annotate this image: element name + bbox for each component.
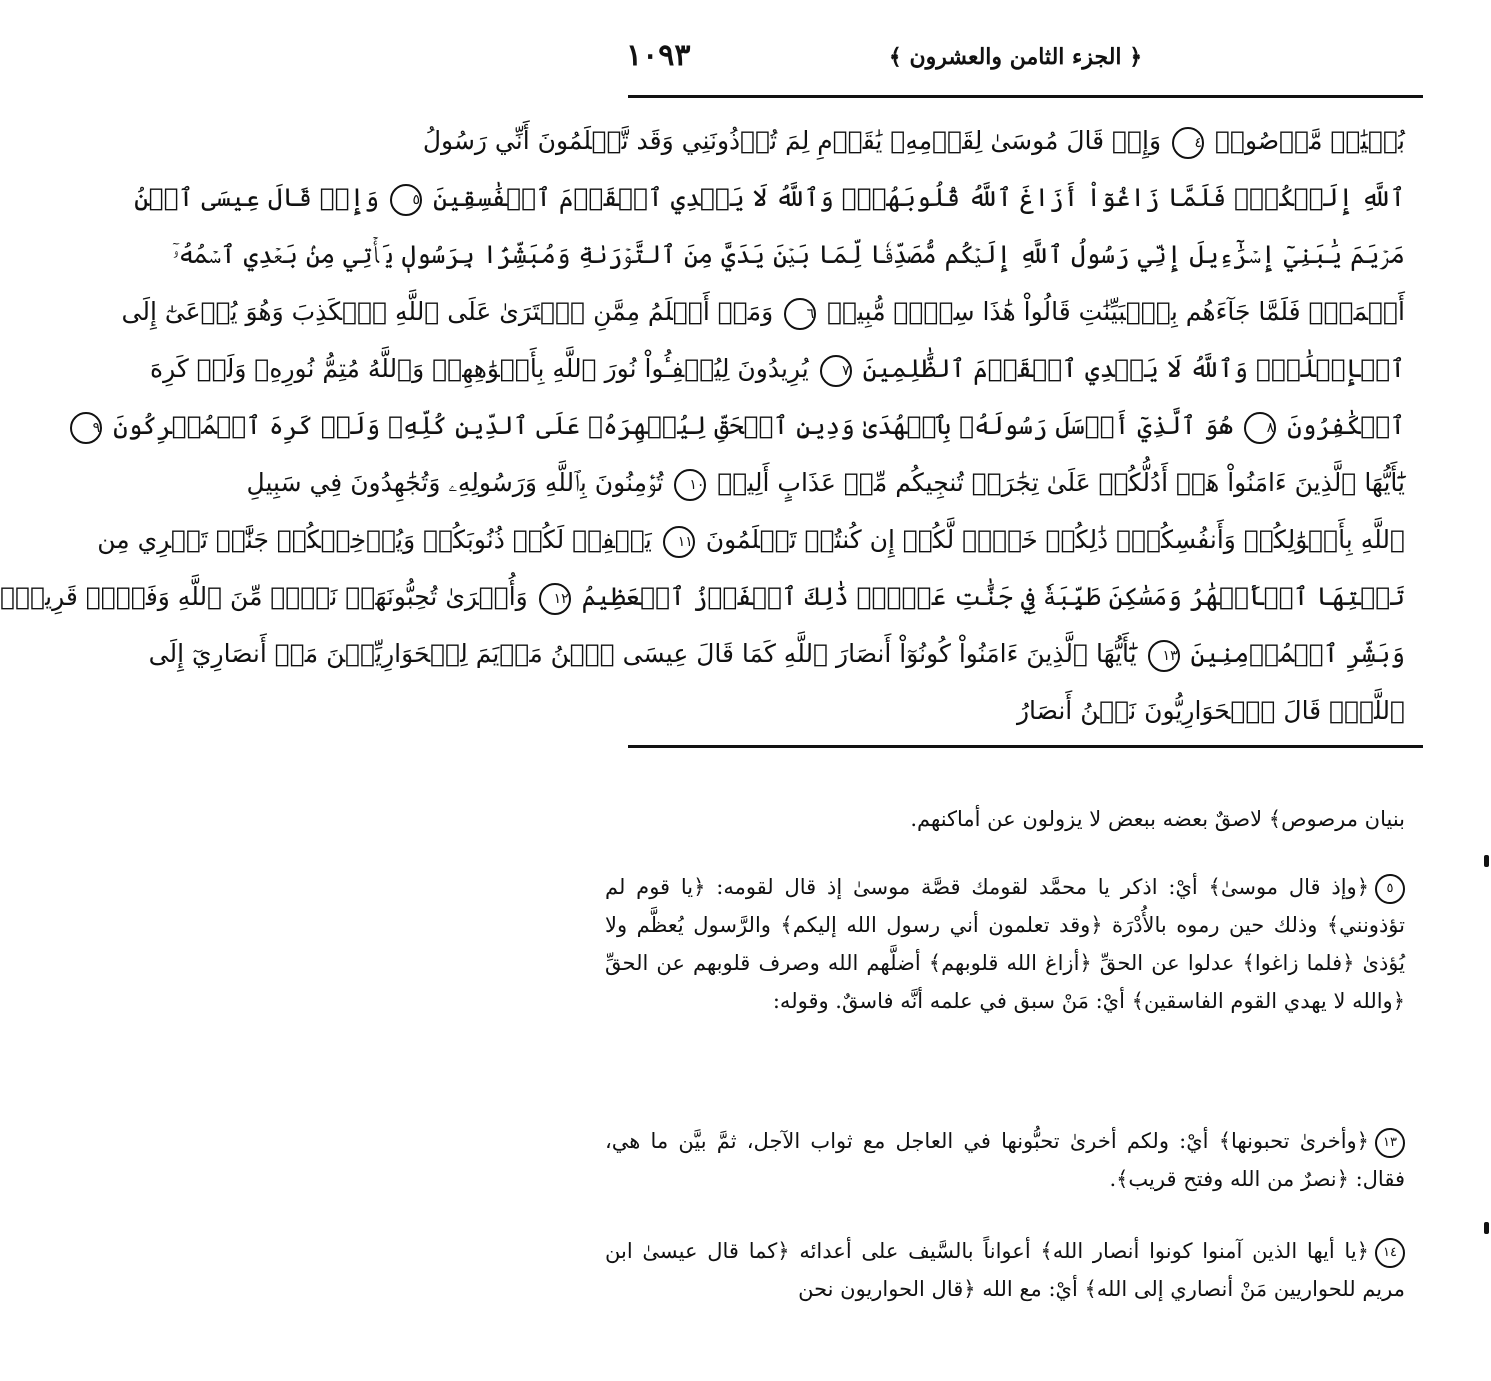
- scan-edge-mark: [1484, 1222, 1489, 1234]
- verse-number-marker: ٥: [390, 184, 422, 216]
- quran-text: أَحۡمَدُۖ فَلَمَّا جَآءَهُم بِٱلۡبَيِّنَٰتِ قَالُواْ هَٰذَا سِحۡرٞ مُّبِينٞ: [827, 297, 1405, 326]
- quran-line-9: [0, 568, 1405, 625]
- commentary-text: بنيان مرصوص﴾ لاصقٌ بعضه ببعض لا يزولون عن أماكنهم.: [910, 807, 1405, 831]
- quran-text: بُنۡيَٰنٞ مَّرۡصُوصٞ: [1214, 126, 1405, 155]
- verse-number-marker: ٧: [820, 355, 852, 387]
- quran-text: هُوَ ٱلَّذِيٓ أَرۡسَلَ رَسُولَهُۥ بِٱلۡهُدَىٰ وَدِينِ ٱلۡحَقِّ لِيُظۡهِرَهُۥ عَلَى ٱلدِّينِ كُلِّهِۦ وَلَوۡ كَرِهَ ٱلۡمُشۡرِكُونَ: [113, 411, 1234, 440]
- verse-number-marker: ٨: [1244, 412, 1276, 444]
- quran-line-11: [607, 682, 1405, 739]
- header-rule: [628, 95, 1423, 98]
- quran-text: وَأُخۡرَىٰ تُحِبُّونَهَاۖ نَصۡرٞ مِّنَ ٱللَّهِ وَفَتۡحٞ قَرِيبٞۗ: [0, 582, 528, 611]
- verse-number-marker: ٤: [1172, 127, 1204, 159]
- verse-number-badge: ١٣: [1375, 1128, 1405, 1158]
- commentary-paragraph: [605, 1122, 1405, 1198]
- quran-line-7: [246, 454, 1405, 511]
- quran-line-4: [121, 283, 1405, 340]
- quran-text: يَغۡفِرۡ لَكُمۡ ذُنُوبَكُمۡ وَيُدۡخِلۡكُمۡ جَنَّٰتٖ تَجۡرِي مِن: [97, 525, 652, 554]
- verse-number-marker: ٦: [784, 298, 816, 330]
- quran-text: ٱلۡإِسۡلَٰمِۚ وَٱللَّهُ لَا يَهۡدِي ٱلۡقَوۡمَ ٱلظَّٰلِمِينَ: [862, 354, 1405, 383]
- page-number: ١٠٩٣: [626, 38, 691, 73]
- commentary-paragraph: [605, 868, 1405, 1020]
- quran-text-block: [0, 112, 1405, 739]
- quran-text: يَٰٓأَيُّهَا ٱلَّذِينَ ءَامَنُواْ كُونُوٓاْ أَنصَارَ ٱللَّهِ كَمَا قَالَ عِيسَى ٱبۡنُ مَرۡيَمَ لِلۡحَوَارِيِّـۧنَ مَنۡ أَنصَارِيٓ إِلَى: [148, 639, 1137, 668]
- quran-line-3: [172, 226, 1405, 283]
- quran-text: تُؤۡمِنُونَ بِٱللَّهِ وَرَسُولِهِۦ وَتُجَٰهِدُونَ فِي سَبِيلِ: [246, 468, 664, 497]
- quran-text: وَبَشِّرِ ٱلۡمُؤۡمِنِينَ: [1190, 639, 1405, 668]
- quran-text: ٱللَّهِ إِلَيۡكُمۡۖ فَلَمَّا زَاغُوٓاْ أَزَاغَ ٱللَّهُ قُلُوبَهُمۡۚ وَٱللَّهُ لَا يَهۡدِي ٱلۡقَوۡمَ ٱلۡفَٰسِقِينَ: [433, 183, 1405, 212]
- verse-number-marker: ١١: [663, 526, 695, 558]
- commentary-text: ﴿يا أيها الذين آمنوا كونوا أنصار الله﴾ أعواناً بالسَّيف على أعدائه ﴿كما قال عيسىٰ ابن مريم للحواريين مَنْ أنصاري إلى الله﴾ أيْ: مع الله ﴿قال الحواريون نحن: [605, 1239, 1405, 1301]
- verse-number-badge: ١٤: [1375, 1238, 1405, 1268]
- quran-line-8: [97, 511, 1405, 568]
- scan-edge-mark: [1484, 855, 1489, 867]
- section-rule: [628, 745, 1423, 748]
- quran-line-2: [134, 169, 1405, 226]
- quran-text: ٱلۡكَٰفِرُونَ: [1287, 411, 1405, 440]
- commentary-text: ﴿وأخرىٰ تحبونها﴾ أيْ: ولكم أخرىٰ تحبُّونها في العاجل مع ثواب الآجل، ثمَّ بيَّن ما هي، فقال: ﴿نصرٌ من الله وفتح قريب﴾.: [605, 1129, 1405, 1191]
- verse-number-badge: ٥: [1375, 874, 1405, 904]
- quran-text: مَرۡيَمَ يَٰبَنِيٓ إِسۡرَٰٓءِيلَ إِنِّي رَسُولُ ٱللَّهِ إِلَيۡكُم مُّصَدِّقٗا لِّمَا بَيۡنَ يَدَيَّ مِنَ ٱلتَّوۡرَىٰةِ وَمُبَشِّرَۢا بِرَسُولٖ يَأۡتِي مِنۢ بَعۡدِي ٱسۡمُهُۥٓ: [172, 240, 1405, 269]
- quran-line-1: [422, 112, 1405, 169]
- quran-text: يُرِيدُونَ لِيُطۡفِـُٔواْ نُورَ ٱللَّهِ بِأَفۡوَٰهِهِمۡ وَٱللَّهُ مُتِمُّ نُورِهِۦ وَلَوۡ كَرِهَ: [149, 354, 809, 383]
- quran-text: وَمَنۡ أَظۡلَمُ مِمَّنِ ٱفۡتَرَىٰ عَلَى ٱللَّهِ ٱلۡكَذِبَ وَهُوَ يُدۡعَىٰٓ إِلَى: [121, 297, 774, 326]
- quran-line-6: [92, 397, 1405, 454]
- commentary-paragraph: [605, 1232, 1405, 1308]
- quran-line-10: [148, 625, 1405, 682]
- commentary-text: ﴿وإذ قال موسىٰ﴾ أيْ: اذكر يا محمَّد لقومك قصَّة موسىٰ إذ قال لقومه: ﴿يا قوم لم تؤذونني﴾ وذلك حين رموه بالأُدْرَة ﴿وقد تعلمون أني رسول الله إليكم﴾ والرَّسول يُعظَّم ولا يُؤذىٰ ﴿فلما زاغوا﴾ عدلوا عن الحقِّ ﴿أزاغ الله قلوبهم﴾ أضلَّهم الله وصرف قلوبهم عن الحقِّ ﴿والله لا يهدي القوم الفاسقين﴾ أيْ: مَنْ سبق في علمه أنَّه فاسقٌ. وقوله:: [605, 875, 1405, 1013]
- verse-number-marker: ١٠: [674, 469, 706, 501]
- verse-number-marker: ١٣: [1148, 640, 1180, 672]
- commentary-paragraph: [605, 800, 1405, 838]
- quran-text: تَحۡتِهَا ٱلۡأَنۡهَٰرُ وَمَسَٰكِنَ طَيِّبَةٗ فِي جَنَّٰتِ عَدۡنٖۚ ذَٰلِكَ ٱلۡفَوۡزُ ٱلۡعَظِيمُ: [581, 582, 1405, 611]
- quran-text: يَٰٓأَيُّهَا ٱلَّذِينَ ءَامَنُواْ هَلۡ أَدُلُّكُمۡ عَلَىٰ تِجَٰرَةٖ تُنجِيكُم مِّنۡ عَذَابٍ أَلِيمٖ: [717, 468, 1405, 497]
- verse-number-marker: ١٢: [539, 583, 571, 615]
- running-title: ﴿ الجزء الثامن والعشرون ﴾: [888, 44, 1143, 70]
- quran-text: ٱللَّهِۖ قَالَ ٱلۡحَوَارِيُّونَ نَحۡنُ أَنصَارُ: [1016, 696, 1405, 725]
- verse-number-marker: ٩: [70, 412, 102, 444]
- quran-text: ٱللَّهِ بِأَمۡوَٰلِكُمۡ وَأَنفُسِكُمۡۚ ذَٰلِكُمۡ خَيۡرٞ لَّكُمۡ إِن كُنتُمۡ تَعۡلَمُونَ: [705, 525, 1405, 554]
- quran-text: وَإِذۡ قَالَ مُوسَىٰ لِقَوۡمِهِۦ يَٰقَوۡمِ لِمَ تُؤۡذُونَنِي وَقَد تَّعۡلَمُونَ أَنِّي رَسُولُ: [422, 126, 1162, 155]
- quran-line-5: [149, 340, 1405, 397]
- quran-text: وَإِذۡ قَالَ عِيسَى ٱبۡنُ: [134, 183, 380, 212]
